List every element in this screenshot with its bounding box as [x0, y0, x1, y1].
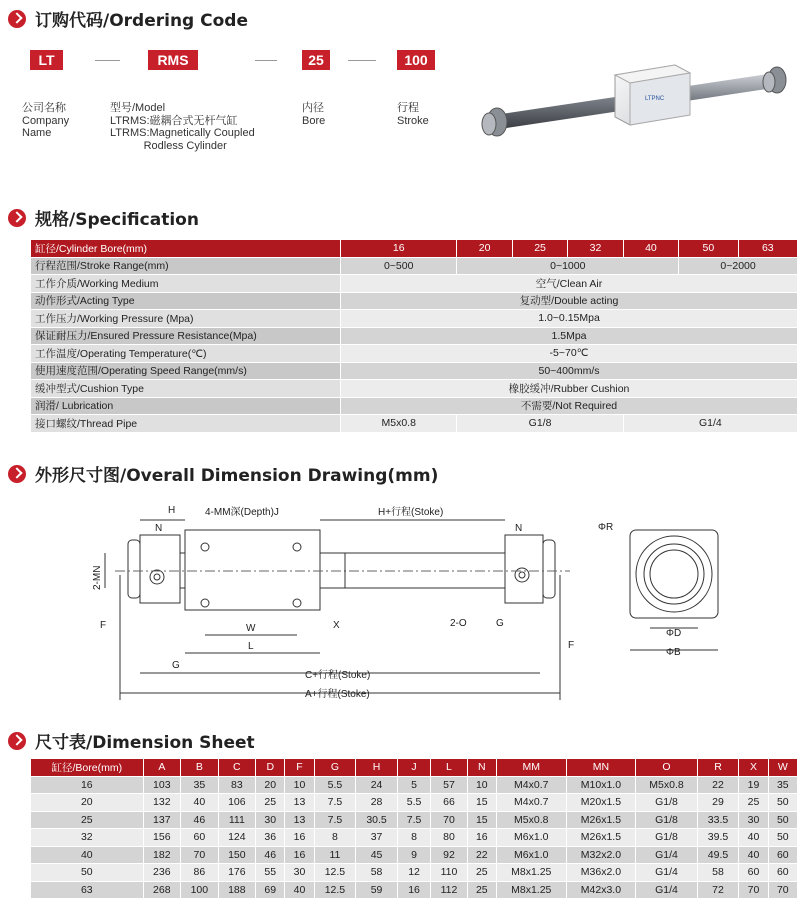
left-nut — [128, 540, 140, 598]
dim-cell: 30.5 — [356, 811, 398, 829]
dim-cell: G1/8 — [636, 811, 697, 829]
dim-cell: 25 — [467, 864, 496, 882]
dim-cell: 112 — [431, 881, 467, 899]
dim-cell: M42x3.0 — [566, 881, 636, 899]
dim-cell: 7.5 — [314, 794, 356, 812]
dim-cell: 25 — [467, 881, 496, 899]
dim-cell: 24 — [356, 776, 398, 794]
dim-cell: 58 — [697, 864, 739, 882]
dim-cell: 36 — [256, 829, 285, 847]
dim-cell: 20 — [31, 794, 144, 812]
dim-cell: M5x0.8 — [636, 776, 697, 794]
code-bore: 25 — [302, 50, 330, 70]
spec-row-label: 保证耐压力/Ensured Pressure Resistance(Mpa) — [31, 327, 341, 345]
dim-cell: 33.5 — [697, 811, 739, 829]
dim-cell: M36x2.0 — [566, 864, 636, 882]
spec-row-label: 缓冲型式/Cushion Type — [31, 380, 341, 398]
ordering-title-text: 订购代码/Ordering Code — [35, 11, 248, 31]
dim-cell: 55 — [256, 864, 285, 882]
dim-label-o: 2-O — [450, 618, 467, 629]
dim-label-f: F — [100, 620, 107, 631]
dimensions-title-text: 尺寸表/Dimension Sheet — [35, 733, 255, 753]
product-brand-label: LTPNC — [645, 96, 665, 102]
dim-cell: 40 — [31, 846, 144, 864]
dim-cell: 60 — [181, 829, 219, 847]
spec-header-bore: 20 — [457, 240, 512, 258]
dim-cell: 59 — [356, 881, 398, 899]
dim-cell: G1/8 — [636, 829, 697, 847]
dim-header-cell: W — [768, 759, 797, 777]
dim-header-row — [31, 759, 798, 777]
drawing-title-text: 外形尺寸图/Overall Dimension Drawing(mm) — [35, 466, 439, 486]
spec-header-bore: 25 — [512, 240, 567, 258]
spec-row-label: 动作形式/Acting Type — [31, 292, 341, 310]
dim-cell: 103 — [143, 776, 181, 794]
dim-cell: 60 — [768, 864, 797, 882]
dim-header-cell: F — [285, 759, 314, 777]
dim-cell: 16 — [285, 829, 314, 847]
dim-header-cell: MM — [496, 759, 566, 777]
chevron-bullet-icon — [8, 465, 26, 483]
spec-row-label: 润滑/ Lubrication — [31, 397, 341, 415]
spec-value-cell: 不需要/Not Required — [341, 397, 798, 415]
model-label: 型号/Model LTRMS:磁耦合式无杆气缸 LTRMS:Magnetically Coupled Rodless Cylinder — [110, 102, 255, 152]
spec-value-cell: G1/4 — [623, 415, 797, 433]
spec-header-bore: 32 — [568, 240, 623, 258]
spec-value-cell: 橡胶缓冲/Rubber Cushion — [341, 380, 798, 398]
table-row — [31, 846, 798, 864]
dim-cell: 40 — [285, 881, 314, 899]
spec-header-label: 缸径/Cylinder Bore(mm) — [31, 240, 341, 258]
table-row — [31, 829, 798, 847]
stroke-label: 行程 Stroke — [397, 102, 429, 127]
table-row — [31, 776, 798, 794]
dim-cell: G1/4 — [636, 864, 697, 882]
code-separator — [95, 60, 120, 61]
chevron-bullet-icon — [8, 10, 26, 28]
dim-cell: 13 — [285, 811, 314, 829]
dim-cell: 15 — [467, 811, 496, 829]
dim-cell: 49.5 — [697, 846, 739, 864]
spec-header-bore: 40 — [623, 240, 678, 258]
spec-title-text: 规格/Specification — [35, 210, 199, 230]
dim-cell: 70 — [431, 811, 467, 829]
spec-row-label: 使用速度范围/Operating Speed Range(mm/s) — [31, 362, 341, 380]
spec-row — [31, 327, 798, 345]
dim-cell: 10 — [285, 776, 314, 794]
dim-cell: G1/4 — [636, 846, 697, 864]
spec-row — [31, 310, 798, 328]
dimension-table — [30, 758, 798, 899]
spec-value-cell: G1/8 — [457, 415, 623, 433]
drawing-section-title — [8, 461, 438, 486]
dim-cell: 40 — [739, 846, 768, 864]
dim-cell: M32x2.0 — [566, 846, 636, 864]
dim-header-cell: O — [636, 759, 697, 777]
dim-cell: 111 — [218, 811, 256, 829]
dim-cell: 40 — [181, 794, 219, 812]
dim-cell: 15 — [467, 794, 496, 812]
chevron-bullet-icon — [8, 732, 26, 750]
dim-label-g: G — [172, 660, 180, 671]
dim-cell: 50 — [768, 794, 797, 812]
dim-cell: 72 — [697, 881, 739, 899]
rodless-cylinder-photo — [475, 55, 795, 145]
dim-cell: 60 — [739, 864, 768, 882]
dim-label-g-right: G — [496, 618, 504, 629]
dim-cell: M26x1.5 — [566, 811, 636, 829]
dim-cell: M8x1.25 — [496, 864, 566, 882]
dim-label-d: ΦD — [666, 628, 682, 639]
spec-header-bore: 50 — [679, 240, 738, 258]
dim-cell: 182 — [143, 846, 181, 864]
spec-header-bore: 63 — [738, 240, 797, 258]
dim-header-cell: N — [467, 759, 496, 777]
dim-cell: 11 — [314, 846, 356, 864]
spec-value-cell: 0~2000 — [679, 257, 798, 275]
code-separator — [348, 60, 376, 61]
dim-cell: 8 — [397, 829, 430, 847]
dim-cell: 92 — [431, 846, 467, 864]
spec-header-row — [31, 240, 798, 258]
dim-cell: 124 — [218, 829, 256, 847]
table-row — [31, 864, 798, 882]
dim-cell: M5x0.8 — [496, 811, 566, 829]
spec-row — [31, 415, 798, 433]
dim-header-cell: B — [181, 759, 219, 777]
right-end-cover — [505, 535, 543, 603]
dim-header-cell: H — [356, 759, 398, 777]
dim-header-cell: MN — [566, 759, 636, 777]
dim-header-cell: C — [218, 759, 256, 777]
dim-cell: 10 — [467, 776, 496, 794]
code-company: LT — [30, 50, 63, 70]
dim-cell: 12.5 — [314, 881, 356, 899]
dim-header-cell: L — [431, 759, 467, 777]
chevron-bullet-icon — [8, 209, 26, 227]
company-label: 公司名称 Company Name — [22, 102, 70, 139]
dim-label-h-stroke: H+行程(Stoke) — [378, 507, 444, 518]
dim-cell: 50 — [768, 829, 797, 847]
dim-label-r: ΦR — [598, 522, 614, 533]
spec-row-label: 工作温度/Operating Temperature(℃) — [31, 345, 341, 363]
dim-cell: G1/4 — [636, 881, 697, 899]
dim-cell: 25 — [739, 794, 768, 812]
dim-label-h: H — [168, 505, 176, 516]
dim-label-f-right: F — [568, 640, 575, 651]
dim-cell: 70 — [181, 846, 219, 864]
dim-cell: 150 — [218, 846, 256, 864]
dimension-drawing — [0, 495, 800, 715]
dim-cell: 70 — [768, 881, 797, 899]
dim-cell: 40 — [739, 829, 768, 847]
dim-label-n: N — [155, 523, 163, 534]
spec-value-cell: -5~70℃ — [341, 345, 798, 363]
dim-cell: 137 — [143, 811, 181, 829]
dim-cell: 25 — [256, 794, 285, 812]
dim-cell: 30 — [285, 864, 314, 882]
spec-row-label: 工作压力/Working Pressure (Mpa) — [31, 310, 341, 328]
dim-cell: 39.5 — [697, 829, 739, 847]
dim-cell: 176 — [218, 864, 256, 882]
dim-cell: 57 — [431, 776, 467, 794]
dim-label-l: L — [248, 641, 254, 652]
code-separator — [255, 60, 277, 61]
dim-cell: 100 — [181, 881, 219, 899]
dim-cell: M6x1.0 — [496, 846, 566, 864]
dim-header-cell: R — [697, 759, 739, 777]
dim-cell: 16 — [397, 881, 430, 899]
dim-label-x: X — [333, 620, 340, 631]
dim-header-cell: G — [314, 759, 356, 777]
dim-cell: 268 — [143, 881, 181, 899]
code-stroke: 100 — [397, 50, 435, 70]
spec-value-cell: 0~500 — [341, 257, 457, 275]
code-model: RMS — [148, 50, 198, 70]
spec-section-title — [8, 205, 199, 230]
spec-row-label: 行程范围/Stroke Range(mm) — [31, 257, 341, 275]
dim-cell: 12 — [397, 864, 430, 882]
dim-cell: 110 — [431, 864, 467, 882]
dim-label-mn: 2-MN — [92, 565, 103, 590]
spec-row-label: 工作介质/Working Medium — [31, 275, 341, 293]
dim-cell: G1/8 — [636, 794, 697, 812]
end-view-plate — [630, 530, 718, 618]
dim-cell: 5.5 — [314, 776, 356, 794]
dim-cell: M10x1.0 — [566, 776, 636, 794]
spec-value-cell: M5x0.8 — [341, 415, 457, 433]
dim-cell: 86 — [181, 864, 219, 882]
dim-cell: 35 — [768, 776, 797, 794]
dim-cell: 35 — [181, 776, 219, 794]
dim-cell: 5.5 — [397, 794, 430, 812]
table-row — [31, 794, 798, 812]
dim-label-b: ΦB — [666, 647, 681, 658]
carriage-block — [185, 530, 320, 610]
dim-cell: 13 — [285, 794, 314, 812]
dim-cell: M8x1.25 — [496, 881, 566, 899]
spec-value-cell: 0~1000 — [457, 257, 679, 275]
dim-cell: 70 — [739, 881, 768, 899]
dim-cell: 69 — [256, 881, 285, 899]
dim-cell: 22 — [697, 776, 739, 794]
dim-cell: 19 — [739, 776, 768, 794]
dim-cell: 50 — [31, 864, 144, 882]
dim-cell: 20 — [256, 776, 285, 794]
left-end-cover — [140, 535, 180, 603]
dim-cell: 46 — [181, 811, 219, 829]
spec-value-cell: 1.0~0.15Mpa — [341, 310, 798, 328]
dim-cell: 8 — [314, 829, 356, 847]
dim-cell: 60 — [768, 846, 797, 864]
dim-cell: 83 — [218, 776, 256, 794]
dim-cell: 5 — [397, 776, 430, 794]
dim-cell: 106 — [218, 794, 256, 812]
spec-row — [31, 275, 798, 293]
dim-cell: 63 — [31, 881, 144, 899]
ordering-section-title — [8, 6, 248, 31]
dim-header-cell: J — [397, 759, 430, 777]
dim-cell: M4x0.7 — [496, 794, 566, 812]
dim-cell: 188 — [218, 881, 256, 899]
dim-cell: 9 — [397, 846, 430, 864]
dim-cell: 50 — [768, 811, 797, 829]
spec-value-cell: 复动型/Double acting — [341, 292, 798, 310]
dim-cell: 16 — [285, 846, 314, 864]
dim-cell: 45 — [356, 846, 398, 864]
dim-cell: 32 — [31, 829, 144, 847]
specification-table — [30, 239, 798, 433]
table-row — [31, 881, 798, 899]
dim-cell: 7.5 — [397, 811, 430, 829]
spec-row — [31, 397, 798, 415]
dim-cell: M26x1.5 — [566, 829, 636, 847]
spec-row — [31, 292, 798, 310]
dim-cell: 12.5 — [314, 864, 356, 882]
dim-cell: M6x1.0 — [496, 829, 566, 847]
dim-cell: 22 — [467, 846, 496, 864]
spec-value-cell: 空气/Clean Air — [341, 275, 798, 293]
dim-label-c-stroke: C+行程(Stoke) — [305, 670, 371, 681]
spec-header-bore: 16 — [341, 240, 457, 258]
dim-header-cell: 缸径/Bore(mm) — [31, 759, 144, 777]
spec-row — [31, 380, 798, 398]
bore-label: 内径 Bore — [302, 102, 326, 127]
dim-label-w: W — [246, 623, 256, 634]
dim-cell: 7.5 — [314, 811, 356, 829]
right-nut — [543, 540, 555, 598]
dim-cell: 30 — [256, 811, 285, 829]
dim-label-a-stroke: A+行程(Stoke) — [305, 689, 370, 700]
spec-value-cell: 50~400mm/s — [341, 362, 798, 380]
dim-cell: 28 — [356, 794, 398, 812]
spec-row — [31, 362, 798, 380]
dim-cell: 37 — [356, 829, 398, 847]
dim-cell: 25 — [31, 811, 144, 829]
dim-cell: 30 — [739, 811, 768, 829]
dim-header-cell: X — [739, 759, 768, 777]
dimensions-section-title — [8, 728, 255, 753]
dim-header-cell: D — [256, 759, 285, 777]
dim-header-cell: A — [143, 759, 181, 777]
dim-cell: M20x1.5 — [566, 794, 636, 812]
dim-cell: 29 — [697, 794, 739, 812]
spec-row — [31, 345, 798, 363]
dim-label-n-right: N — [515, 523, 523, 534]
table-row — [31, 811, 798, 829]
dim-cell: 16 — [31, 776, 144, 794]
dim-cell: 156 — [143, 829, 181, 847]
spec-value-cell: 1.5Mpa — [341, 327, 798, 345]
dim-cell: 132 — [143, 794, 181, 812]
spec-row-label: 接口螺纹/Thread Pipe — [31, 415, 341, 433]
dim-cell: 80 — [431, 829, 467, 847]
dim-cell: 66 — [431, 794, 467, 812]
dim-cell: M4x0.7 — [496, 776, 566, 794]
spec-row — [31, 257, 798, 275]
dim-cell: 16 — [467, 829, 496, 847]
dim-cell: 46 — [256, 846, 285, 864]
dim-label-mm: 4-MM深(Depth)J — [205, 507, 279, 518]
dim-cell: 236 — [143, 864, 181, 882]
dim-cell: 58 — [356, 864, 398, 882]
